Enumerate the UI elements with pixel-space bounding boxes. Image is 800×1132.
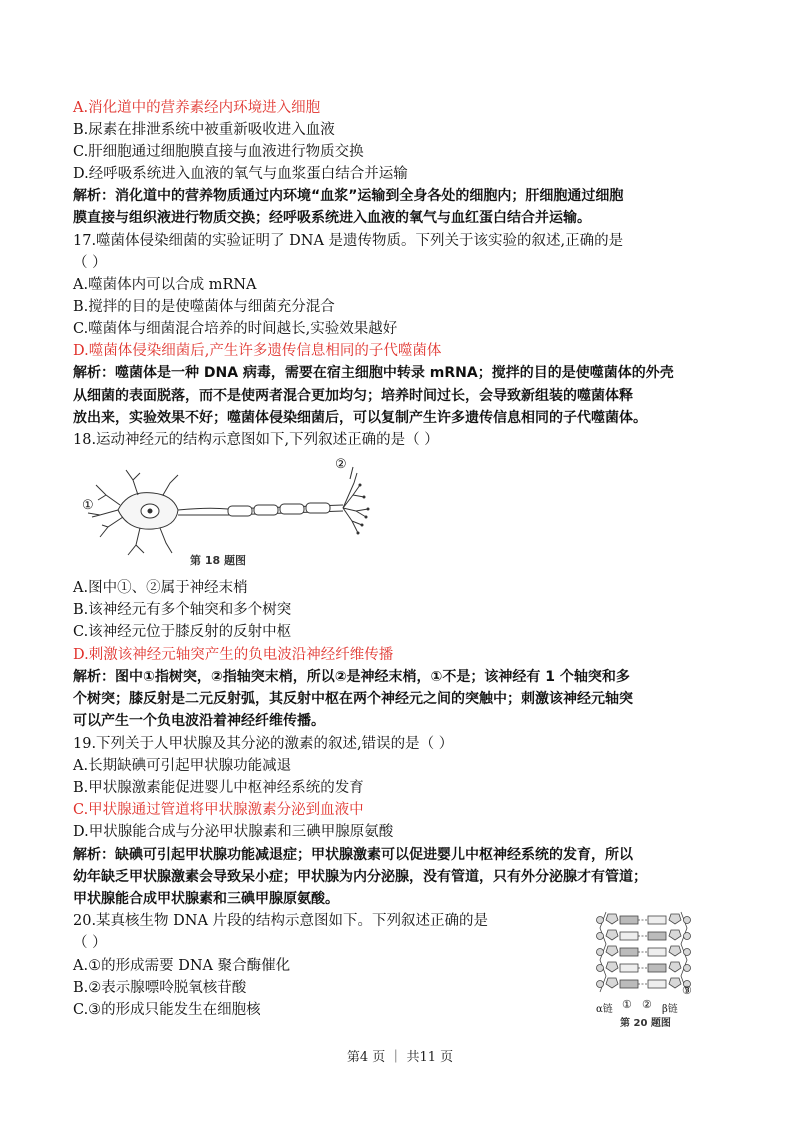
q19-option-d: D.甲状腺能合成与分泌甲状腺素和三碘甲腺原氨酸 (73, 824, 394, 840)
q19-option-b: B.甲状腺激素能促进婴儿中枢神经系统的发育 (73, 780, 364, 796)
q20-figure-caption: 第 20 题图 (620, 1018, 671, 1029)
q16-analysis-line2: 膜直接与组织液进行物质交换；经呼吸系统进入血液的氧气与血红蛋白结合并运输。 (73, 210, 591, 226)
q18-option-b: B.该神经元有多个轴突和多个树突 (73, 602, 292, 618)
q16-option-a: A.消化道中的营养素经内环境进入细胞 (73, 100, 321, 116)
q20-option-c: C.③的形成只能发生在细胞核 (73, 1002, 261, 1018)
q18-analysis-line2: 个树突；膝反射是二元反射弧，其反射中枢在两个神经元之间的突触中；刺激该神经元轴突 (73, 691, 633, 707)
q19-analysis-line1: 解析：缺碘可引起甲状腺功能减退症；甲状腺激素可以促进婴儿中枢神经系统的发育，所以 (73, 847, 633, 863)
dna-alpha-chain-label: α链 (596, 1004, 613, 1015)
q18-figure-caption: 第 18 题图 (190, 554, 246, 567)
q16-option-b: B.尿素在排泄系统中被重新吸收进入血液 (73, 122, 335, 138)
q17-analysis-line3: 放出来，实验效果不好；噬菌体侵染细菌后，可以复制产生许多遗传信息相同的子代噬菌体。 (73, 410, 647, 426)
neuron-figure (78, 455, 378, 570)
q16-option-d: D.经呼吸系统进入血液的氧气与血浆蛋白结合并运输 (73, 166, 408, 182)
q20-option-a: A.①的形成需要 DNA 聚合酶催化 (73, 958, 291, 974)
q17-analysis-line2: 从细菌的表面脱落，而不是使两者混合更加均匀；培养时间过长，会导致新组装的噬菌体释 (73, 388, 633, 404)
q17-option-c: C.噬菌体与细菌混合培养的时间越长,实验效果越好 (73, 321, 398, 337)
dna-label-1: ① (622, 998, 632, 1011)
q19-option-c: C.甲状腺通过管道将甲状腺激素分泌到血液中 (73, 802, 364, 818)
q18-option-c: C.该神经元位于膝反射的反射中枢 (73, 624, 292, 640)
q17-option-d: D.噬菌体侵染细菌后,产生许多遗传信息相同的子代噬菌体 (73, 343, 442, 359)
q19-option-a: A.长期缺碘可引起甲状腺功能减退 (73, 758, 292, 774)
q16-option-c: C.肝细胞通过细胞膜直接与血液进行物质交换 (73, 144, 364, 160)
q18-analysis-line1: 解析：图中①指树突，②指轴突末梢，所以②是神经末梢，①不是；该神经有 1 个轴突和多 (73, 669, 630, 685)
q17-stem: 17.噬菌体侵染细菌的实验证明了 DNA 是遗传物质。下列关于该实验的叙述,正确的是 (73, 233, 624, 249)
dna-beta-chain-label: β链 (662, 1004, 678, 1015)
q17-analysis-line1: 解析：噬菌体是一种 DNA 病毒，需要在宿主细胞中转录 mRNA；搅拌的目的是使噬菌体的外壳 (73, 365, 674, 381)
dna-label-2: ② (642, 998, 652, 1011)
dna-figure (586, 908, 701, 1030)
q20-option-b: B.②表示腺嘌呤脱氧核苷酸 (73, 980, 247, 996)
q18-option-d: D.刺激该神经元轴突产生的负电波沿神经纤维传播 (73, 647, 394, 663)
q18-option-a: A.图中①、②属于神经末梢 (73, 580, 248, 596)
q17-option-a: A.噬菌体内可以合成 mRNA (73, 277, 257, 293)
q20-stem: 20.某真核生物 DNA 片段的结构示意图如下。下列叙述正确的是 (73, 913, 489, 929)
q16-analysis-line1: 解析：消化道中的营养物质通过内环境“血浆”运输到全身各处的细胞内；肝细胞通过细胞 (73, 188, 624, 204)
page-footer: 第4 页 ｜ 共11 页 (346, 1050, 454, 1065)
neuron-label-1: ① (82, 498, 94, 513)
q18-analysis-line3: 可以产生一个负电波沿着神经纤维传播。 (73, 713, 325, 729)
q19-stem: 19.下列关于人甲状腺及其分泌的激素的叙述,错误的是（ ） (73, 736, 454, 752)
q17-option-b: B.搅拌的目的是使噬菌体与细菌充分混合 (73, 299, 335, 315)
q18-stem: 18.运动神经元的结构示意图如下,下列叙述正确的是（ ） (73, 432, 439, 448)
q17-answer-paren: （ ） (73, 255, 107, 271)
q20-answer-paren: （ ） (73, 935, 107, 951)
q19-analysis-line2: 幼年缺乏甲状腺激素会导致呆小症；甲状腺为内分泌腺，没有管道，只有外分泌腺才有管道； (73, 869, 647, 885)
neuron-label-2: ② (335, 457, 347, 472)
q19-analysis-line3: 甲状腺能合成甲状腺素和三碘甲腺原氨酸。 (73, 891, 339, 907)
dna-label-3: ③ (682, 984, 692, 997)
